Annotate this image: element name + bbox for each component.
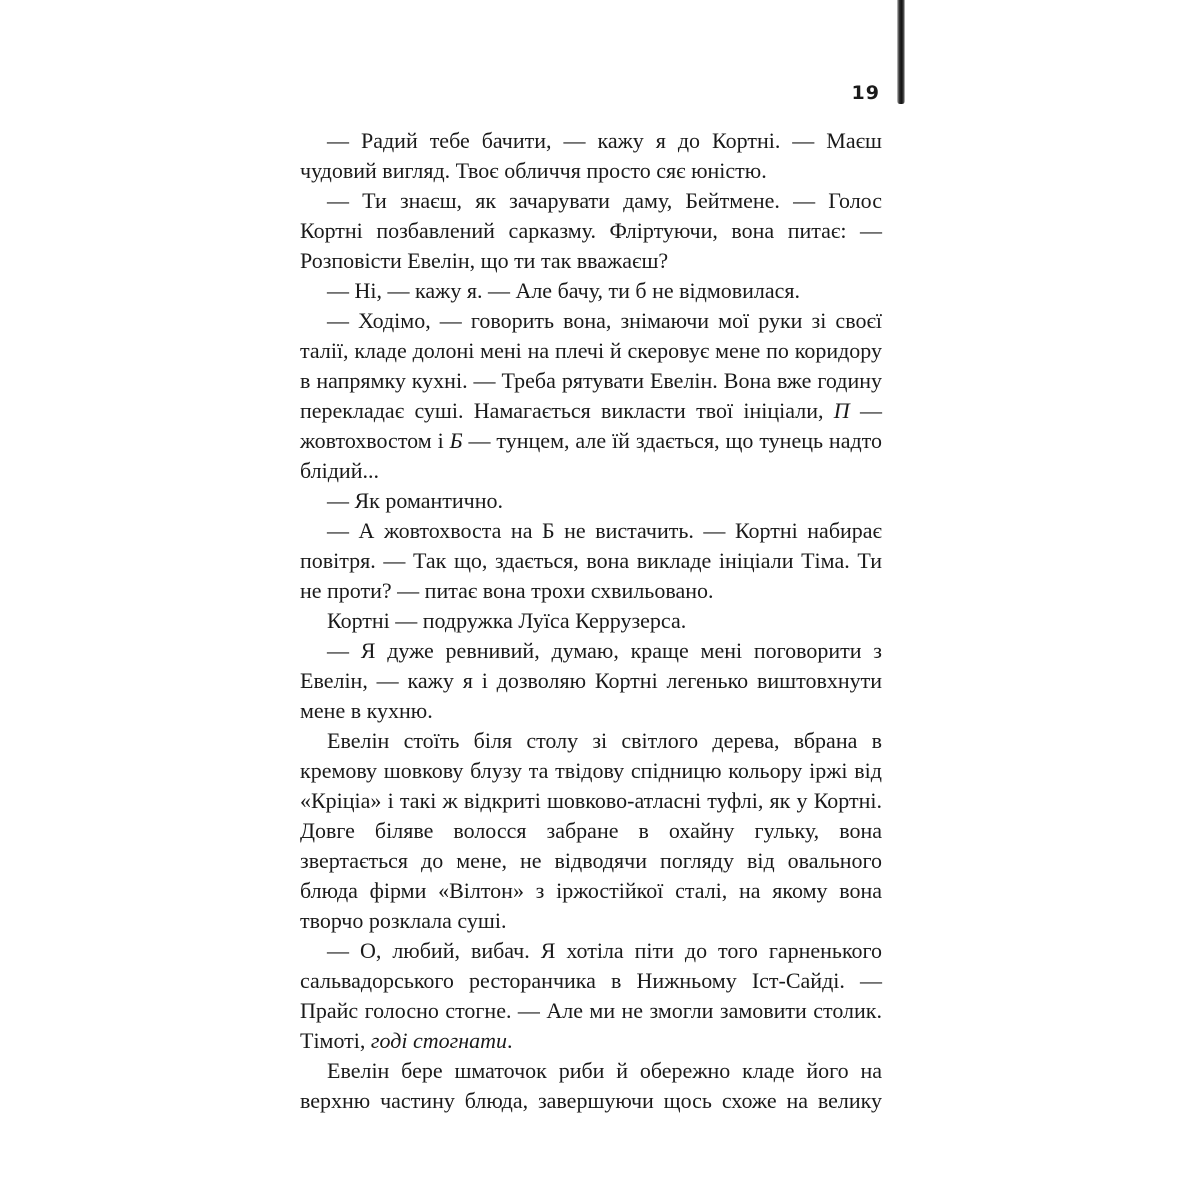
page-edge-mark [897,0,905,104]
paragraph: — О, любий, вибач. Я хотіла піти до того гарненького сальвадорського ресторанчика в Нижньому Іст-Сайді. — Прайс голосно стогне. — Але ми не змогли замовити столик. Тімоті, годі стогнати. [300,938,882,1053]
paragraph: — Я дуже ревнивий, думаю, краще мені поговорити з Евелін, — кажу я і дозволяю Кортні легенько виштовхнути мене в кухню. [300,638,882,723]
paragraph: — А жовтохвоста на Б не вистачить. — Кортні набирає повітря. — Так що, здається, вона викладе ініціали Тіма. Ти не проти? — питає вона трохи схвильовано. [300,518,882,603]
paragraph: — Ти знаєш, як зачарувати даму, Бейтмене. — Голос Кортні позбавлений сарказму. Фліртуючи, вона питає: — Розповісти Евелін, що ти так вважаєш? [300,188,882,273]
paragraph: Евелін стоїть біля столу зі світлого дерева, вбрана в кремову шовкову блузу та твідову спідницю кольору іржі від «Кріціа» і такі ж відкриті шовково-атласні туфлі, як у Кортні. Довге біляве волосся забране в охайну гульку, вона звертається до мене, не відводячи погляду від овального блюда фірми «Вілтон» з іржостійкої сталі, на якому вона творчо розклала суші. [300,728,882,933]
paragraph: — Ходімо, — говорить вона, знімаючи мої руки зі своєї талії, кладе долоні мені на плечі й скеровує мене по коридору в напрямку кухні. — Треба рятувати Евелін. Вона вже годину перекладає суші. Намагається викласти твої ініціали, П — жовтохвостом і Б — тунцем, але їй здається, що тунець надто блідий... [300,308,882,483]
paragraph: — Радий тебе бачити, — кажу я до Кортні. — Маєш чудовий вигляд. Твоє обличчя просто сяє юністю. [300,128,882,183]
page-number: 19 [851,82,880,104]
paragraph: Евелін бере шматочок риби й обережно кладе його на верхню частину блюда, завершуючи щось схоже на велику [300,1058,882,1113]
paragraph: — Як романтично. [327,488,503,513]
paragraph: Кортні — подружка Луїса Керрузерса. [327,608,687,633]
paragraph: — Ні, — кажу я. — Але бачу, ти б не відмовилася. [327,278,801,303]
text-body [300,126,882,1116]
